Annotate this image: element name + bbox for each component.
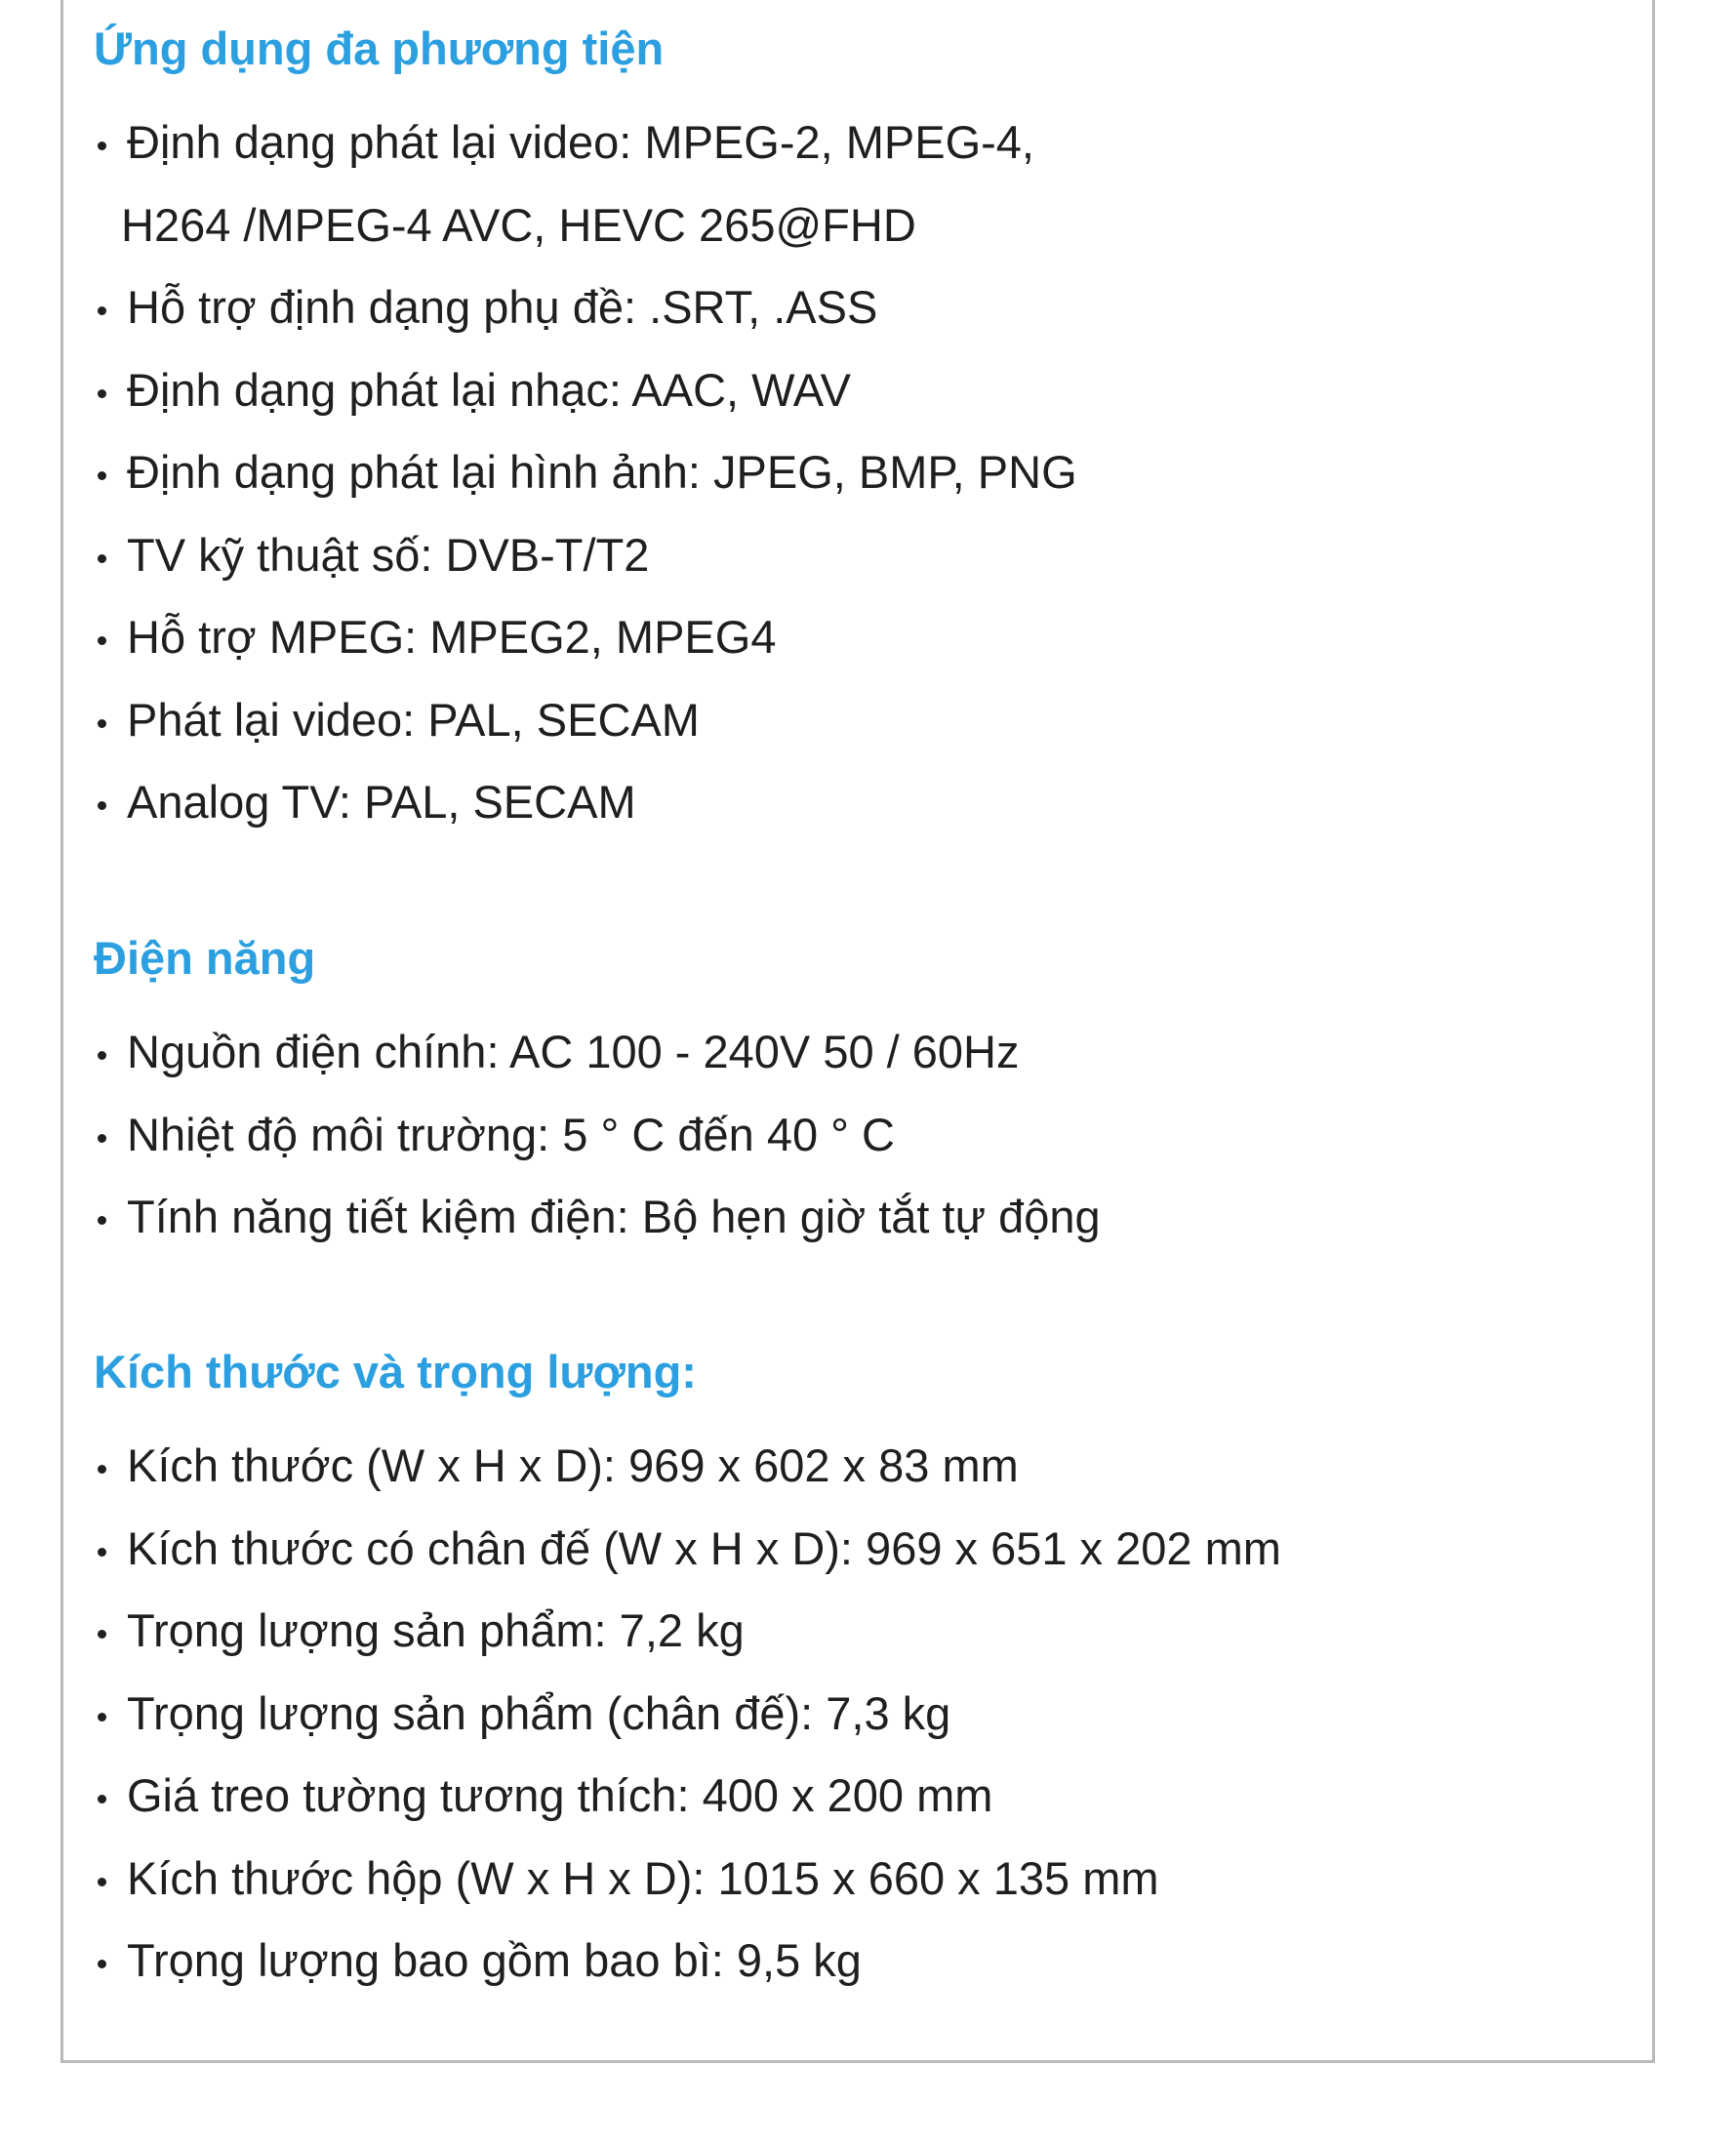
spec-item-text: Giá treo tường tương thích: 400 x 200 mm <box>127 1769 993 1821</box>
spec-item <box>94 266 1596 349</box>
spec-item <box>94 1508 1596 1591</box>
spec-item-text: Trọng lượng bao gồm bao bì: 9,5 kg <box>127 1934 862 1986</box>
spec-item <box>94 1673 1596 1756</box>
spec-item-text: Tính năng tiết kiệm điện: Bộ hẹn giờ tắt tự động <box>127 1191 1101 1242</box>
spec-item <box>94 101 1596 266</box>
section-dimensions <box>94 1343 1596 2003</box>
spec-item-text: Kích thước có chân đế (W x H x D): 969 x 651 x 202 mm <box>127 1521 1281 1574</box>
spec-item <box>94 1425 1596 1508</box>
spec-item-text: Hỗ trợ định dạng phụ đề: .SRT, .ASS <box>127 281 878 333</box>
spec-item <box>94 1838 1596 1921</box>
spec-item-text: Trọng lượng sản phẩm (chân đế): 7,3 kg <box>127 1686 951 1739</box>
spec-list-multimedia <box>94 101 1596 844</box>
spec-item <box>94 1176 1596 1259</box>
spec-item <box>94 1094 1596 1177</box>
spec-item <box>94 596 1596 679</box>
spec-item <box>94 761 1596 844</box>
spec-item-text-continuation: H264 /MPEG-4 AVC, HEVC 265@FHD <box>121 198 916 251</box>
section-title-dimensions: Kích thước và trọng lượng: <box>94 1346 697 1398</box>
spec-item <box>94 1011 1596 1094</box>
section-title-multimedia: Ứng dụng đa phương tiện <box>94 22 665 74</box>
spec-item-text: TV kỹ thuật số: DVB-T/T2 <box>127 528 650 581</box>
spec-item <box>94 1920 1596 2003</box>
spec-item-text: Phát lại video: PAL, SECAM <box>127 693 700 746</box>
spec-item-text: Nhiệt độ môi trường: 5 ° C đến 40 ° C <box>127 1108 895 1160</box>
spec-item <box>94 431 1596 514</box>
spec-item <box>94 514 1596 597</box>
spec-item-text: Định dạng phát lại video: MPEG-2, MPEG-4, <box>127 116 1034 168</box>
spec-item <box>94 1755 1596 1838</box>
spec-list-power <box>94 1011 1596 1259</box>
spec-item <box>94 679 1596 762</box>
spec-item-text: Kích thước hộp (W x H x D): 1015 x 660 x 135 mm <box>127 1851 1159 1904</box>
spec-item-text: Hỗ trợ MPEG: MPEG2, MPEG4 <box>127 611 777 663</box>
section-multimedia <box>94 20 1596 844</box>
spec-item-text: Định dạng phát lại hình ảnh: JPEG, BMP, PNG <box>127 446 1077 498</box>
spec-item-text: Nguồn điện chính: AC 100 - 240V 50 / 60Hz <box>127 1026 1020 1077</box>
spec-item-text: Trọng lượng sản phẩm: 7,2 kg <box>127 1604 745 1656</box>
spec-item-text: Kích thước (W x H x D): 969 x 602 x 83 mm <box>127 1439 1019 1491</box>
spec-item <box>94 349 1596 432</box>
section-power <box>94 929 1596 1259</box>
spec-item-text: Analog TV: PAL, SECAM <box>127 776 636 828</box>
spec-list-dimensions <box>94 1425 1596 2003</box>
spec-item <box>94 1590 1596 1673</box>
spec-item-text: Định dạng phát lại nhạc: AAC, WAV <box>127 363 851 416</box>
section-title-power: Điện năng <box>94 932 316 984</box>
